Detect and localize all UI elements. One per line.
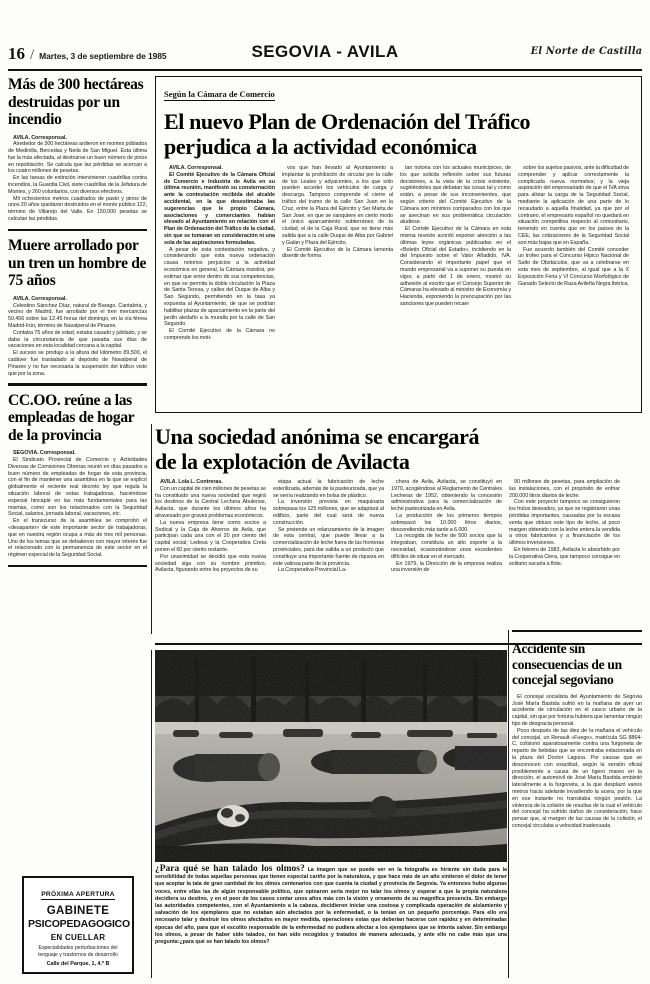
photo-image — [155, 650, 507, 862]
byline-train: AVILA. Corresponsal. — [13, 295, 67, 302]
ad-line-specialties: Especialidades perturbaciones del lenguaje y trastornos de desarrollo — [38, 945, 118, 958]
paragraph: El Sindicato Provincial de Comercio y Actividades Diversas de Comisiones Obreras reunió en días pasados a buen número de empleadas de hogar de esta provincia, con el fin de mantener una asamblea en la que se explicó globalmente el reciente real decreto ley que regula la situación laboral de estas trabajadoras, haciéndose especial hincapié en las más fundamentales para las mismas, como son los relacionados con la Seguridad Social, salarios, jornada laboral, vacaciones, etc. — [8, 457, 147, 518]
paragraph: Fue acuerdo también del Comité conceder un trofeo para el Concurso Hípico Nacional de Salto de Obstáculos, que va a celebrarse en esta mes de septiembre, al igual que a la X Exposición Feria y VI Concurso Morfológico de Ganado Selecto de Raza Avileña Negra Ibérica. — [518, 246, 629, 287]
paragraph: El Comité Ejecutivo de la Cámara lamenta disentir de forma — [282, 246, 393, 260]
column-divider-center-lower — [151, 650, 152, 978]
lead-headline-line1: El nuevo Plan de Ordenación del Tráfico — [164, 109, 531, 134]
byline-lead: AVILA. Corresponsal. — [169, 165, 223, 171]
advertisement-box[interactable] — [22, 876, 134, 974]
masthead-separator: / — [30, 47, 35, 63]
paragraph: tan notoria con los actuales municípices, de los que solicita reflexión sobre sus futuras decisiones, a la vista de la crisis existente, sugiriéndoles que debatan las cosas tal y como están, a pesar de sus inconvenientes, que según criterio del Comité Ejecutivo de la Cámara son mínimos comparados con los que se avecinan en sus problemática circulación aludiese. — [400, 165, 511, 226]
paragraph: chera de Avila, Avilacta, se constituyó en 1970, acogiéndose al Reglamento de Centrales Lecheras de 1952, obteniendo la concesión administrativa para la comercialización de leche pasteurizada en Avila. — [391, 479, 502, 513]
paragraph: Con este proyecto tampoco se consiguieron los frutos deseados, ya que se registraron unas pérdidas importantes, causadas por la escasa venta que obtuvo este tipo de leche, al poco margen obtenido con la leche entera la vendida a otros fabricantes y a financiación de los últimos inversiones. — [509, 499, 620, 547]
paragraph: Con un capital de cien millones de pesetas se ha constituido una nueva sociedad que regirá los destinos de la Central Lechera Abulense, Avilacta, que durante los últimos años ha atravesado por graves problemas económicos. — [155, 485, 266, 519]
second-headline-line2: de la explotación de Avilacta — [155, 449, 410, 474]
paragraph: El suceso se produjo a la altura del kilómetro 89,500, el cadáver fue trasladado al depósito de Navalperal de Pinares y no fue necesaria la suspensión del tráfico visto que por la zona. — [8, 350, 147, 377]
second-article-columns — [155, 479, 642, 574]
paragraph: En 1979, la Dirección de la empresa realiza una inversión de — [391, 560, 502, 574]
paragraph: La nueva empresa tiene como socios a Sodical y la Caja de Ahorros de Avila, que participan cada una con el 20 por ciento del capital social; Ledesa y la Cooperativa Creta ponen el 60 por ciento restante. — [155, 519, 266, 553]
paragraph: Celestino Sánchez Díaz, natural de Barago, Cantabria, y vecino de Madrid, fue arrollado por el tren mercancías 50.456 sobre las 12.45 horas del domingo, en la vía férrea Madrid-Irún, término de Navalperal de Pinares. — [8, 302, 147, 329]
paragraph: vos que han llevado al Ayuntamiento a implantar la prohibición de circular por la calle de los Leales y adyacentes, a los que sólo pueden acceder los vehículos de carga y descarga. Tampoco comprende el cierre al tráfico del tramo de la calle San Juan en la Cruz, entre la Plaza del Ejército y Ser Marta de San José, en que se vanquiere en cierto modo el único aparcamiento subterráneo de la ciudad, el de la Caja Rural, que no tiene más salida que a la calle Duque de Alba por Gabriel y Galán y Plaza del Ejército. — [282, 165, 393, 246]
second-headline — [155, 424, 642, 474]
paragraph: Poco después de las diez de la mañana el vehículo del concejal, un Renault «Fuego», matrícula SG 8864-C, colisionó aparatosamente contra una furgoneta de reparto de bebidas que se encontraba estacionada en la plaza del Doctor Laguna. Por causas que se desconocen con exactitud, según la versión oficial posiblemente a causa de un ligero mareo en la dirección, el automóvil de José María Bastida embistió lateralmente a la furgoneta, a la que desplazó varios metros hacia adelante invadiendo la acera, por la que en ese instante no transitaba ningún peatón. La violencia de la colisión de resultas de la cual el vehículo del concejal ha sufrido daños de consideración, hace pensar que, al margen de las causas de la colisión, el concejal circulaba a velocidad inadecuada — [512, 727, 642, 830]
paragraph: En el transcurso de la asamblea se comprobó el «desaparter» de este importante sector de trabajadoras, que en nuestra región ocupa a más de tres mil personas. Uno de los temas que se debatieron con mayor interés fue el relacionado con la permanencia de este sector en el régimen especial de la Seguridad Social. — [8, 518, 147, 559]
lead-col-4 — [518, 165, 629, 342]
left-article-ccoo — [8, 392, 147, 568]
body-train — [8, 296, 147, 378]
paragraph: 90 millones de pesetas, para ampliación de las instalaciones, con el propósito de enfriar 200.000 litros diarios de leche. — [509, 479, 620, 499]
second-article — [155, 424, 642, 574]
paragraph: El concejal socialista del Ayuntamiento de Segovia José María Bastida sufrió en la mañana de ayer un accidente de circulación en el casco urbano de la capital, sin que por fortuna hubiera que lamentar ningún tipo de desgracia personal. — [512, 693, 642, 728]
photo-felled-elms — [155, 650, 507, 862]
photo-caption — [155, 866, 507, 946]
headline-fire: Más de 300 hectáreas destruidas por un incendio — [8, 76, 144, 128]
ad-line-type: PSICOPEDAGOGICO — [28, 918, 131, 930]
lead-article-box — [155, 76, 642, 413]
section-divider — [8, 565, 147, 567]
right-column — [512, 630, 642, 830]
second-headline-line1: Una sociedad anónima se encargará — [155, 424, 480, 449]
byline-fire: AVILA. Corresponsal. — [13, 134, 67, 141]
paragraph: El Comité Ejecutivo de la Cámara en esta misma reunión acordó exponer atención a las últimas leyes orgánicas publicadas en el «Boletín Oficial del Estado», incidiendo en la del Impuesto sobre el Valor Añadido, IVA. Considerando el importante papel que el mundo empresarial va a suponer su puesta en vigor, a partir del 1 de enero, mostró su adhesión al escrito que el Consejo Superior de Cámaras ha elevado al ministro de Economía y Hacienda, exponiendo la preocupación por las sanciones que pueden recaer — [400, 226, 511, 307]
lead-col-1 — [164, 165, 275, 342]
left-article-fire — [8, 76, 147, 237]
paragraph: La inversión prevista en maquinaria sobrepasa los 125 millones, que se adaptará al edificio, parte del cual será de nueva construcción. — [273, 499, 384, 526]
section-title: SEGOVIA - AVILA — [251, 42, 399, 61]
byline-second: AVILA. Lola L. Contreras. — [160, 479, 223, 485]
paragraph: Mil ochocientos metros cuadrados de pasto y pinos de unos 20 años quedaron destruidos en el monte público 122, término de Villarejo del Valle. En 150.000 pesetas se calculan las pérdidas. — [8, 195, 147, 223]
paragraph: La producción de los primeros tiempos sobrepasó los 10.000 litros diarios, descendiendo más tarde a 6.000. — [391, 512, 502, 533]
lead-col-3 — [400, 165, 511, 342]
caption-closing-question: ¿para qué se han talado los olmos? — [179, 939, 270, 946]
second-col-4 — [509, 479, 620, 574]
paragraph: El Comité Ejecutivo de la Cámara Oficial de Comercio e Industria de Avila en su última reunión, manifestó su consternación ante la contestación recibida del alcalde accidental, en la que desestimaba las sugerencias que le propio Cámara, asociaciones y comerciantes habían elevado al Ayuntamiento en relación con el Plan de Ordenación del Tráfico de la ciudad, sin que se tomaran en consideración ni una sola de las aspiraciones formuladas. — [164, 171, 275, 246]
masthead — [8, 44, 642, 70]
lead-headline-line2: perjudica a la actividad económica — [164, 134, 477, 159]
page-number: 16 — [8, 44, 25, 63]
column-divider-right — [508, 630, 509, 978]
second-col-2 — [273, 479, 384, 574]
publication-logo: El Norte de Castilla — [530, 45, 642, 57]
byline-ccoo: SEGOVIA. Corresponsal. — [13, 450, 76, 457]
lead-article-columns — [164, 165, 633, 342]
paragraph: La Cooperativa Provincial La- — [278, 567, 347, 574]
left-column — [8, 76, 147, 567]
headline-accident: Accidente sin consecuencias de un concejal segoviano — [512, 641, 622, 688]
paragraph: La recogida de leche de 500 socios que la integraban, constituía un alto soporte a la necesidad, ocasionándose unos excedentes difíciles de situar en el mercado. — [391, 533, 502, 560]
masthead-rule — [8, 69, 642, 71]
lead-kicker: Según la Cámara de Comercio — [164, 89, 275, 99]
second-col-1 — [155, 479, 266, 574]
body-accident — [512, 694, 642, 830]
headline-train: Muere arrollado por un tren un hombre de 75 años — [8, 237, 147, 290]
paragraph: En febrero de 1983, Avilacta lo absorbido por la Cooperativa Ciera, que tampoco consigue en solitario sacarla a flote. — [509, 546, 620, 567]
headline-ccoo: CC.OO. reúne a las empleadas de hogar de la provincia — [8, 391, 135, 444]
caption-question: ¿Para qué se han talado los olmos? — [155, 864, 305, 874]
paragraph: Contaba 75 años de edad, estaba casado y jubilado, y se daba la circunstancia de que pasaba sus días de vacaciones en esta localidad cercana a la capital. — [8, 329, 147, 350]
body-ccoo — [8, 450, 147, 559]
paragraph: A pesar de esta contestación negativa, y considerando que esta nueva ordenación causa notorios perjuicios a la actividad económica en general, la Cámara insistirá, por estimar que entre dentro de sus competencias, en que se permita la doble circulación la Plaza de Santa Teresa, y calles del Duque de Alba y San Segundo, permitiendo en la tasa ya expuesta al Ayuntamiento, de que se podrían habilitar plazas de aparcamiento en la parte del jardín aledaño a la muralla por la calle de San Segundo. — [164, 246, 275, 328]
paragraph: En las tareas de extinción intervinieron cuadrillas contra incendios, la Guardia Civil, siete cuadrillas de la Jefatura de Montes, y 260 voluntarios, con diversos efectivos. — [8, 175, 147, 195]
paragraph: Se pretende un relanzamiento de la imagen de esta central, que puede llevar a la comercialización de leche fuera de las fronteras provinciales, para dar salida a un producto que constituye una importante fuente de riqueza en este valiosa parte de la provincia. — [273, 526, 384, 567]
paragraph: El Comité Ejecutivo de la Cámara no comprende los moti- — [164, 328, 275, 341]
ad-line-opening: PRÓXIMA APERTURA — [41, 891, 115, 898]
column-divider-center — [151, 424, 152, 634]
paragraph: etapa actual la fabricación de leche esterilizada, además de la pasteurizada, que ya se venía realizando en bolsa de plástico. — [273, 479, 384, 499]
paragraph: Alrededor de 300 hectáreas ardieron en montes poblados de Medinilla, Bercedas y Neila de San Miguel. Esta última fue la más afectada, al destruirse un buen número de pinos en repoblación. Se calcula que las pérdidas se acercan a los cuatro millones de pesetas. — [8, 141, 147, 175]
masthead-date: Martes, 3 de septiembre de 1985 — [39, 51, 167, 61]
second-col-3 — [391, 479, 502, 574]
lead-col-2 — [282, 165, 393, 342]
ad-line-location: EN CUELLAR — [50, 933, 106, 942]
paragraph: sobre los sujetos pasivos, ante la dificultad de comprender y aplicar correctamente la complicada nueva normativa; y la vieja aspiración del empresariado de que el IVA sirva para aliviar la carga de la Seguridad Social, mediante la aplicación de una parte de lo recaudado a aquella finalidad, ya que por el contrario, el empresario español no quedará en situación competitiva respecto al comunitario, teniendo en cuenta que en los países de la CEE, las cotizaciones de la Seguridad Social son más bajas que en España. — [518, 165, 629, 246]
left-article-train — [8, 237, 147, 391]
ad-line-name: GABINETE — [46, 905, 110, 917]
ad-line-address: Calle del Parque, 1, 4.º B — [46, 961, 110, 968]
caption-body: La imagen que se puede ver en la fotografía es hiriente sin duda para la sensibilidad de todas aquellas personas que tienen especial cariño por la naturaleza, y que hace más de un año sintieron el dolor de tener que aceptar la tala de gran cantidad de los olmos centenarios con que cuenta la ciudad y provincia de Segovia. Ya entonces hubo algunas voces, entre ellas las de algún responsable político, que opinaron sería mejor no talar los olmos y esperar a que la propia naturaleza decidiera su destino, y en el peor de los casos contar unos años más con la visión y ornamento de su magnífica presencia. Sin embargo las autoridades competentes, con el Ayuntamiento a la cabeza, decidieron iniciar una costosa y complicada operación de aislamiento y salvación de los ejemplares que no estaban aún afectados por la enfermedad, o la tenían en un pequeño porcentaje. Para ello era necesario talar y destruir los olmos afectados en mayor medida, operaciones estas que deberían hacerse con rapidez y en determinadas épocas del año, para que el escolito responsable de la enfermedad no pudiera afectar a los ejemplares que se intenta salvar. Sin embargo los olmos, a pesar de haber sido talados, no han sido recogidos y tratados de manera adecuada, y ante ello no cabe más que una pregunta: — [155, 867, 507, 946]
paragraph: Por unanimidad se decidió que esta nueva sociedad siga con su nombre primitivo, Avilacta, figurando entre los proyectos de su — [155, 553, 266, 574]
body-fire — [8, 135, 147, 223]
lead-headline — [164, 109, 633, 159]
